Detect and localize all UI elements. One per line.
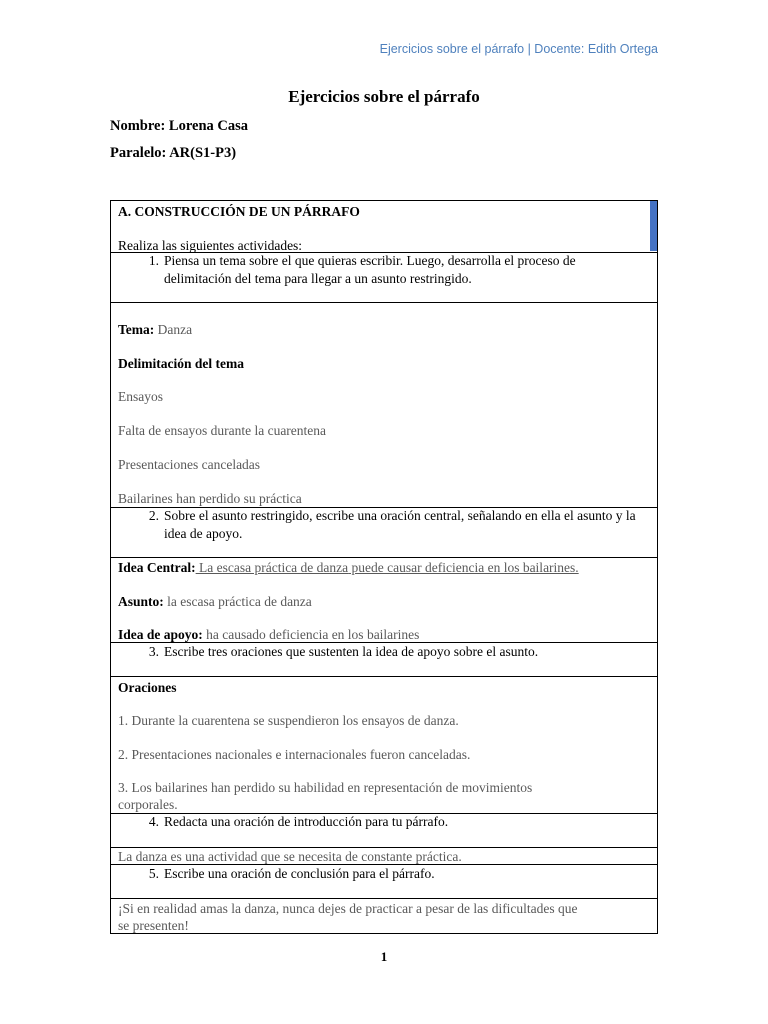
row-divider: [111, 557, 657, 558]
idea-apoyo-label: Idea de apoyo:: [118, 627, 203, 642]
oracion-3-line2: corporales.: [118, 797, 178, 812]
conclusion-answer-line1: ¡Si en realidad amas la danza, nunca dejes de practicar a pesar de las dificultades que: [118, 901, 578, 916]
conclusion-answer-line2: se presenten!: [118, 918, 189, 933]
student-name: Nombre: Lorena Casa: [110, 118, 249, 134]
asunto-line: [118, 593, 312, 610]
delimitacion-label: Delimitación del tema: [118, 356, 244, 371]
delimitacion-item: Bailarines han perdido su práctica: [118, 491, 302, 506]
question-2-text: Sobre el asunto restringido, escribe una oración central, señalando en ella el asunto y la idea de apoyo.: [164, 508, 636, 541]
idea-central-part2: puede causar deficiencia en los bailarines.: [348, 560, 579, 575]
question-2-number: 2.: [148, 508, 159, 523]
asunto-label: Asunto:: [118, 594, 164, 609]
oracion-3-line1: 3. Los bailarines han perdido su habilidad en representación de movimientos: [118, 780, 533, 795]
question-3-number: 3.: [148, 644, 159, 659]
oraciones-label: Oraciones: [118, 680, 177, 695]
page-header: Ejercicios sobre el párrafo | Docente: Edith Ortega: [379, 42, 658, 56]
idea-central-label: Idea Central:: [118, 560, 196, 575]
row-divider: [111, 676, 657, 677]
idea-central-part1: La escasa práctica de danza: [195, 560, 349, 575]
idea-central-line: [118, 559, 579, 576]
section-heading: A. CONSTRUCCIÓN DE UN PÁRRAFO: [118, 204, 360, 219]
section-intro: Realiza las siguientes actividades:: [118, 238, 303, 253]
question-4-text: Redacta una oración de introducción para tu párrafo.: [164, 814, 449, 829]
question-3-text: Escribe tres oraciones que sustenten la idea de apoyo sobre el asunto.: [164, 644, 539, 659]
delimitacion-item: Falta de ensayos durante la cuarentena: [118, 423, 327, 438]
document-title: Ejercicios sobre el párrafo: [288, 87, 480, 106]
delimitacion-item: Presentaciones canceladas: [118, 457, 261, 472]
tema-value: Danza: [157, 322, 193, 337]
row-divider: [111, 898, 657, 899]
tema-label: Tema:: [118, 322, 155, 337]
question-5-number: 5.: [148, 866, 159, 881]
delimitacion-item: Ensayos: [118, 389, 163, 404]
idea-apoyo-line: [118, 626, 419, 643]
idea-apoyo-value: ha causado deficiencia en los bailarines: [202, 627, 420, 642]
page-number: 1: [380, 949, 388, 964]
student-section: Paralelo: AR(S1-P3): [110, 145, 237, 161]
oracion-2: 2. Presentaciones nacionales e internacionales fueron canceladas.: [118, 747, 471, 762]
question-5-text: Escribe una oración de conclusión para el párrafo.: [164, 866, 435, 881]
oracion-1: 1. Durante la cuarentena se suspendieron los ensayos de danza.: [118, 713, 459, 728]
row-divider: [111, 302, 657, 303]
tema-line: [118, 321, 192, 338]
question-4-number: 4.: [148, 814, 159, 829]
question-1-text: Piensa un tema sobre el que quieras escribir. Luego, desarrolla el proceso de delimitación del tema para llegar a un asunto restringido.: [164, 253, 576, 286]
exercise-table: [110, 200, 658, 934]
question-1-number: 1.: [148, 253, 159, 268]
introduccion-answer: La danza es una actividad que se necesita de constante práctica.: [118, 849, 462, 864]
accent-bar: [650, 201, 657, 251]
asunto-value: la escasa práctica de danza: [163, 594, 312, 609]
